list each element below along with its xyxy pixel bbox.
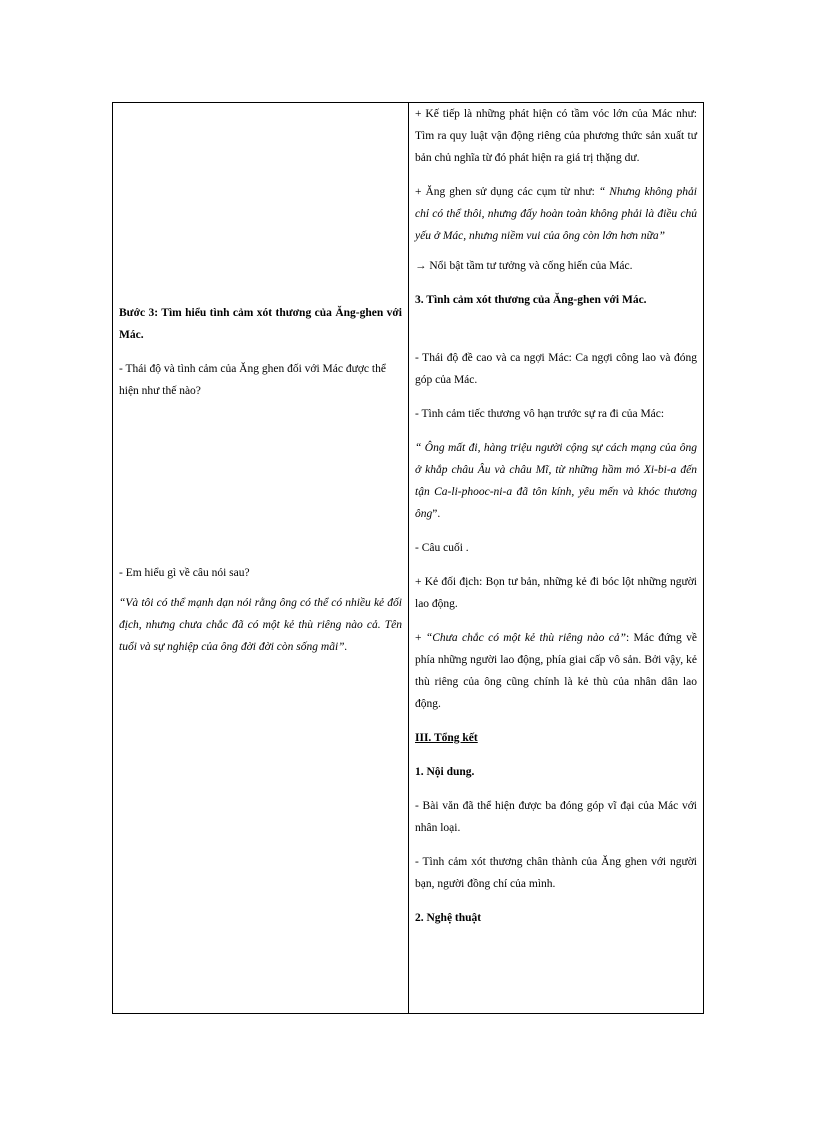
step3-title: Bước 3: Tìm hiểu tình cảm xót thương của Ăng-ghen với Mác. [119, 307, 402, 341]
grief-quote-italic: “ Ông mất đi, hàng triệu người cộng sự cách mạng của ông ở khắp châu Âu và châu Mĩ, từ những hầm mỏ Xi-bi-a đến tận Ca-li-phooc-ni-a đã tôn kính, yêu mến và khóc thương ông [415, 442, 697, 520]
section-3-heading: 3. Tình cảm xót thương của Ăng-ghen với Mác. [415, 294, 647, 306]
para-no-enemy [415, 627, 697, 715]
para-contributions: - Bài văn đã thể hiện được ba đóng góp vĩ đại của Mác với nhân loại. [415, 800, 697, 834]
left-column [113, 103, 408, 1013]
question-1: - Thái độ và tình cảm của Ăng ghen đối với Mác được thể hiện như thế nào? [119, 363, 386, 397]
para-phrases-quote: “ Nhưng không phải chỉ có thể thôi, nhưng đấy hoàn toàn không phải là điều chủ yếu ở Mác, nhưng niềm vui của ông còn lớn hơn nữa” [415, 186, 698, 242]
para-discoveries: + Kế tiếp là những phát hiện có tầm vóc lớn của Mác như: Tìm ra quy luật vận động riêng của phương thức sản xuất tư bản chủ nghĩa từ đó phát hiện ra giá trị thặng dư. [415, 108, 697, 164]
no-enemy-rest: : Mác đứng về phía những người lao động, phía giai cấp vô sản. Bởi vậy, kẻ thù riêng của ông cũng chính là kẻ thù của nhân dân lao động. [415, 632, 697, 710]
content-table [112, 102, 704, 1014]
no-enemy-lead: + [415, 632, 426, 644]
para-last-sentence: - Câu cuối . [415, 542, 469, 554]
summary-heading: III. Tổng kết [415, 732, 478, 744]
right-column [409, 103, 703, 1013]
para-phrases-lead: + Ăng ghen sử dụng các cụm từ như: [415, 186, 599, 198]
art-heading: 2. Nghệ thuật [415, 912, 482, 924]
para-grief: - Tình cảm tiếc thương vô hạn trước sự ra đi của Mác: [415, 408, 665, 420]
question-2: - Em hiểu gì về câu nói sau? [119, 567, 250, 579]
para-phrases [415, 181, 697, 247]
no-enemy-quote: “Chưa chắc có một kẻ thù riêng nào cả” [425, 632, 626, 644]
para-attitude: - Thái độ đề cao và ca ngợi Mác: Ca ngợi công lao và đóng góp của Mác. [415, 352, 697, 386]
para-sympathy: - Tình cảm xót thương chân thành của Ăng ghen với người bạn, người đồng chí của mình. [415, 856, 697, 890]
para-highlight: → Nổi bật tầm tư tưởng và cống hiến của Mác. [415, 260, 633, 272]
para-enemies: + Kẻ đối địch: Bọn tư bản, những kẻ đi bóc lột những người lao động. [415, 576, 697, 610]
para-grief-quote [415, 437, 697, 525]
grief-quote-tail: ”. [432, 508, 441, 520]
content-heading: 1. Nội dung. [415, 766, 475, 778]
quote-text: “Và tôi có thể mạnh dạn nói rằng ông có thể có nhiều kẻ đối địch, nhưng chưa chắc đã có một kẻ thù riêng nào cả. Tên tuổi và sự nghiệp của ông đời đời còn sống mãi”. [119, 597, 402, 653]
